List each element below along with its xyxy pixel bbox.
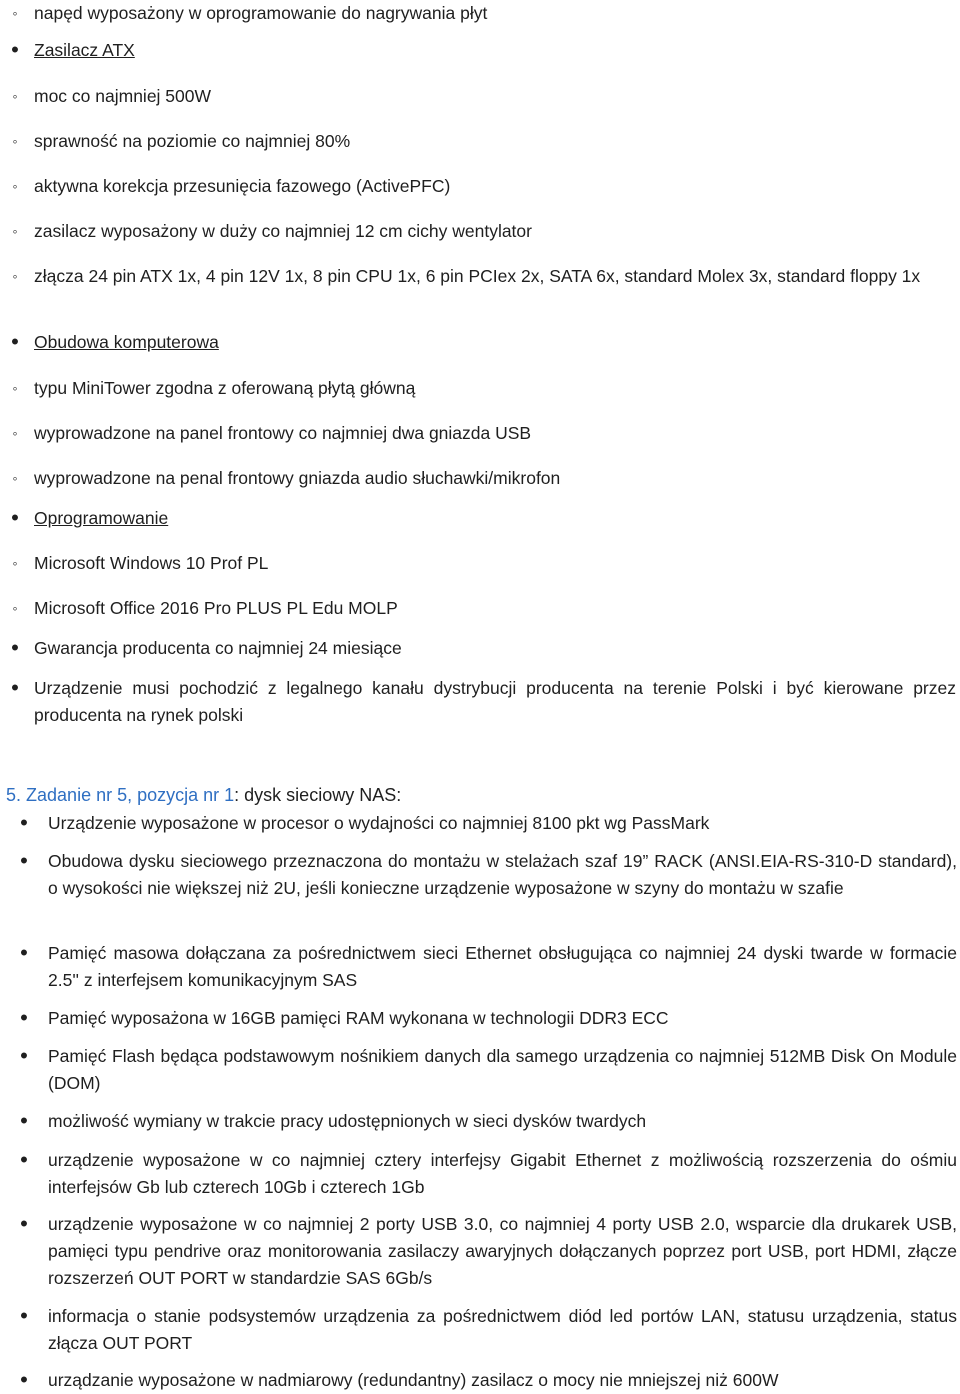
list-item-text: wyprowadzone na panel frontowy co najmniej dwa gniazda USB [34,423,532,443]
list-item-text: Microsoft Office 2016 Pro PLUS PL Edu MOLP [34,598,398,618]
list-item-text: Obudowa dysku sieciowego przeznaczona do montażu w stelażach szaf 19” RACK (ANSI.EIA-RS-310-D standard), o wysokości nie większej niż 2U, jeśli konieczne urządzenie wyposażone w szyny do montażu w szafie [48,851,957,898]
solid-bullet-icon: • [20,848,28,873]
solid-bullet-icon: • [11,675,19,700]
heading-task: Zadanie nr 5, pozycja nr 1 [26,785,235,805]
solid-bullet-icon: • [20,810,28,835]
solid-bullet-icon: • [11,329,19,354]
list-item-text: Pamięć wyposażona w 16GB pamięci RAM wykonana w technologii DDR3 ECC [48,1008,669,1028]
list-item-text: możliwość wymiany w trakcie pracy udostępnionych w sieci dysków twardych [48,1111,647,1131]
heading-title: dysk sieciowy NAS: [239,785,402,805]
solid-bullet-icon: • [11,37,19,62]
hollow-bullet-icon: ◦ [12,470,18,486]
list-item-text: urządzanie wyposażone w nadmiarowy (redundantny) zasilacz o mocy nie mniejszej niż 600W [48,1370,779,1390]
hollow-bullet-icon: ◦ [12,555,18,571]
solid-bullet-icon: • [11,635,19,660]
list-item-text: Microsoft Windows 10 Prof PL [34,553,269,573]
list-item-text: urządzenie wyposażone w co najmniej 2 porty USB 3.0, co najmniej 4 porty USB 2.0, wsparcie dla drukarek USB, pamięci typu pendrive oraz monitorowania zasilaczy awaryjnych dołączanych poprzez port USB, port HDMI, złącze rozszerzeń OUT PORT w standardzie SAS 6Gb/s [48,1214,957,1288]
list-item-text: złącza 24 pin ATX 1x, 4 pin 12V 1x, 8 pin CPU 1x, 6 pin PCIex 2x, SATA 6x, standard Molex 3x, standard floppy 1x [34,266,921,286]
hollow-bullet-icon: ◦ [12,425,18,441]
list-item-text: informacja o stanie podsystemów urządzenia za pośrednictwem diód led portów LAN, statusu urządzenia, status złącza OUT PORT [48,1306,957,1353]
solid-bullet-icon: • [11,505,19,530]
list-item-text: urządzenie wyposażone w co najmniej cztery interfejsy Gigabit Ethernet z możliwością rozszerzenia do ośmiu interfejsów Gb lub czterech 10Gb i czterech 1Gb [48,1150,957,1197]
list-item-text: wyprowadzone na penal frontowy gniazda audio słuchawki/mikrofon [34,468,561,488]
list-item-text: moc co najmniej 500W [34,86,212,106]
section-label-zasilacz: Zasilacz ATX [34,40,135,60]
solid-bullet-icon: • [20,940,28,965]
hollow-bullet-icon: ◦ [12,223,18,239]
hollow-bullet-icon: ◦ [12,5,18,21]
hollow-bullet-icon: ◦ [12,600,18,616]
solid-bullet-icon: • [20,1147,28,1172]
solid-bullet-icon: • [20,1005,28,1030]
hollow-bullet-icon: ◦ [12,380,18,396]
section-label-oprogramowanie: Oprogramowanie [34,508,169,528]
list-item-text: Urządzenie musi pochodzić z legalnego kanału dystrybucji producenta na terenie Polski i być kierowane przez producenta na rynek polski [34,678,956,725]
list-item-text: sprawność na poziomie co najmniej 80% [34,131,351,151]
section-heading [6,782,401,809]
list-item-text: Gwarancja producenta co najmniej 24 miesiące [34,638,402,658]
hollow-bullet-icon: ◦ [12,88,18,104]
list-item-text: Pamięć masowa dołączana za pośrednictwem sieci Ethernet obsługująca co najmniej 24 dyski twarde w formacie 2.5'' z interfejsem komunikacyjnym SAS [48,943,957,990]
list-item-text: aktywna korekcja przesunięcia fazowego (ActivePFC) [34,176,451,196]
list-item-text: typu MiniTower zgodna z oferowaną płytą główną [34,378,416,398]
list-item-text: napęd wyposażony w oprogramowanie do nagrywania płyt [34,3,488,23]
hollow-bullet-icon: ◦ [12,268,18,284]
section-label-obudowa: Obudowa komputerowa [34,332,219,352]
solid-bullet-icon: • [20,1367,28,1392]
heading-colon: : [234,785,240,805]
solid-bullet-icon: • [20,1211,28,1236]
solid-bullet-icon: • [20,1043,28,1068]
heading-number: 5. [6,785,22,805]
list-item-text: Urządzenie wyposażone w procesor o wydajności co najmniej 8100 pkt wg PassMark [48,813,710,833]
solid-bullet-icon: • [20,1108,28,1133]
list-item-text: zasilacz wyposażony w duży co najmniej 12 cm cichy wentylator [34,221,532,241]
list-item-text: Pamięć Flash będąca podstawowym nośnikiem danych dla samego urządzenia co najmniej 512MB Disk On Module (DOM) [48,1046,957,1093]
hollow-bullet-icon: ◦ [12,133,18,149]
solid-bullet-icon: • [20,1303,28,1328]
hollow-bullet-icon: ◦ [12,178,18,194]
